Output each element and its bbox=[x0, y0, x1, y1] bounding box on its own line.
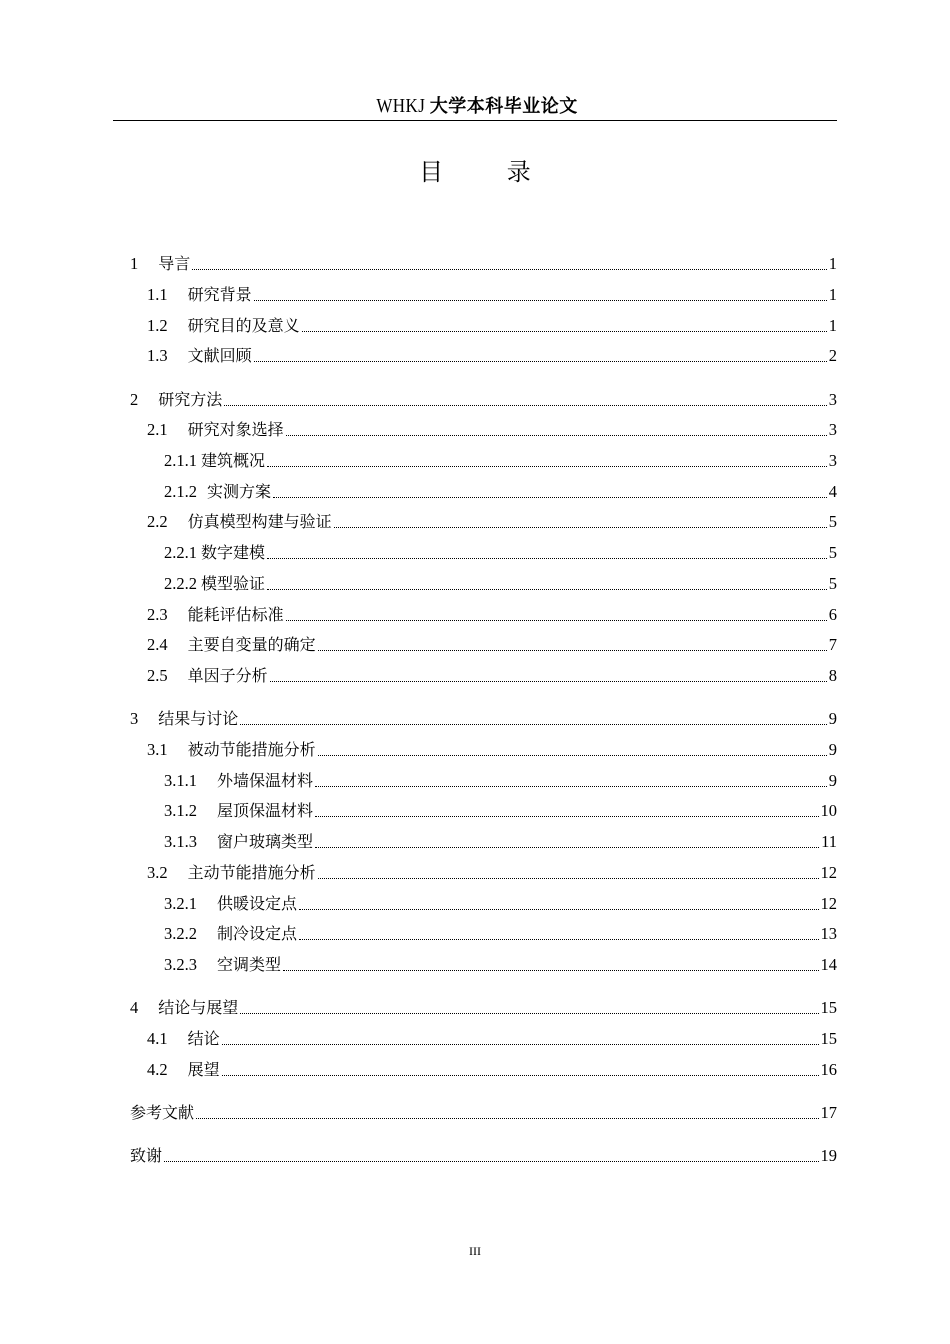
toc-entry-page: 17 bbox=[820, 1103, 837, 1122]
toc-dot-leader bbox=[222, 1074, 819, 1076]
toc-dot-leader bbox=[196, 1117, 818, 1119]
toc-entry-label: 制冷设定点 bbox=[217, 924, 298, 943]
toc-entry-page: 1 bbox=[828, 316, 837, 335]
toc-entry[interactable] bbox=[147, 284, 837, 306]
toc-dot-leader bbox=[334, 526, 827, 528]
toc-entry-number: 3 bbox=[130, 709, 139, 728]
toc-entry-number: 2.5 bbox=[147, 666, 168, 685]
toc-dot-leader bbox=[273, 496, 827, 498]
toc-entry-page: 15 bbox=[820, 998, 837, 1017]
toc-entry-page: 3 bbox=[828, 420, 837, 439]
toc-entry[interactable] bbox=[147, 1028, 837, 1050]
page-number: III bbox=[469, 1244, 481, 1258]
toc-entry[interactable] bbox=[130, 997, 837, 1019]
toc-entry[interactable] bbox=[130, 389, 837, 411]
toc-entry-page: 2 bbox=[828, 346, 837, 365]
toc-entry[interactable] bbox=[164, 923, 837, 945]
toc-entry[interactable] bbox=[147, 345, 837, 367]
toc-dot-leader bbox=[299, 908, 818, 910]
toc-entry-number: 2.2.1 bbox=[164, 543, 197, 562]
toc-entry-number: 3.1.1 bbox=[164, 771, 197, 790]
toc-entry-label: 文献回顾 bbox=[187, 346, 252, 365]
toc-entry-number: 3.1 bbox=[147, 740, 168, 759]
toc-entry-page: 9 bbox=[828, 771, 837, 790]
toc-entry[interactable] bbox=[147, 1059, 837, 1081]
toc-entry-label: 模型验证 bbox=[201, 574, 266, 593]
toc-entry[interactable] bbox=[147, 665, 837, 687]
toc-entry-label: 参考文献 bbox=[130, 1103, 195, 1122]
toc-dot-leader bbox=[315, 815, 818, 817]
toc-entry-page: 9 bbox=[828, 709, 837, 728]
toc-entry[interactable] bbox=[147, 315, 837, 337]
toc-entry-page: 11 bbox=[821, 832, 837, 851]
toc-entry-number: 2.3 bbox=[147, 605, 168, 624]
toc-entry-number: 1.3 bbox=[147, 346, 168, 365]
toc-entry-page: 9 bbox=[828, 740, 837, 759]
toc-entry-number: 1.1 bbox=[147, 285, 168, 304]
header-cjk-text: 大学本科毕业论文 bbox=[429, 96, 578, 117]
toc-dot-leader bbox=[270, 680, 827, 682]
toc-dot-leader bbox=[315, 846, 819, 848]
toc-entry-label: 主动节能措施分析 bbox=[187, 863, 316, 882]
toc-entry-label: 致谢 bbox=[130, 1146, 163, 1165]
toc-entry-page: 5 bbox=[828, 543, 837, 562]
toc-dot-leader bbox=[315, 785, 827, 787]
toc-entry-number: 4.2 bbox=[147, 1060, 168, 1079]
toc-entry-label: 展望 bbox=[187, 1060, 220, 1079]
toc-entry[interactable] bbox=[147, 862, 837, 884]
toc-entry[interactable] bbox=[147, 604, 837, 626]
toc-entry-label: 主要自变量的确定 bbox=[187, 635, 316, 654]
toc-entry[interactable] bbox=[164, 893, 837, 915]
toc-entry-label: 研究方法 bbox=[158, 390, 223, 409]
toc-entry-number: 3.2 bbox=[147, 863, 168, 882]
toc-entry-label: 研究对象选择 bbox=[187, 420, 284, 439]
toc-entry-number: 2.4 bbox=[147, 635, 168, 654]
toc-dot-leader bbox=[267, 465, 827, 467]
toc-entry-label: 能耗评估标准 bbox=[187, 605, 284, 624]
toc-entry[interactable] bbox=[130, 1102, 837, 1124]
toc-dot-leader bbox=[299, 938, 818, 940]
toc-entry-page: 3 bbox=[828, 390, 837, 409]
toc-entry-page: 12 bbox=[820, 863, 837, 882]
toc-entry-label: 导言 bbox=[158, 254, 191, 273]
toc-entry-label: 数字建模 bbox=[201, 543, 266, 562]
toc-dot-leader bbox=[286, 434, 827, 436]
toc-entry-page: 5 bbox=[828, 512, 837, 531]
toc-entry-number: 3.2.2 bbox=[164, 924, 197, 943]
toc-dot-leader bbox=[267, 557, 827, 559]
toc-entry-page: 4 bbox=[828, 482, 837, 501]
toc-entry-number: 3.2.1 bbox=[164, 894, 197, 913]
toc-entry-page: 19 bbox=[820, 1146, 837, 1165]
toc-entry[interactable] bbox=[164, 542, 837, 564]
toc-dot-leader bbox=[222, 1043, 819, 1045]
toc-dot-leader bbox=[286, 619, 827, 621]
toc-dot-leader bbox=[254, 360, 827, 362]
toc-entry-label: 单因子分析 bbox=[187, 666, 268, 685]
toc-dot-leader bbox=[283, 969, 818, 971]
toc-entry[interactable] bbox=[147, 511, 837, 533]
header-latin-text: WHKJ bbox=[376, 95, 426, 117]
toc-entry[interactable] bbox=[164, 450, 837, 472]
toc-entry-label: 被动节能措施分析 bbox=[187, 740, 316, 759]
toc-entry-number: 3.2.3 bbox=[164, 955, 197, 974]
toc-entry-number: 2.1.1 bbox=[164, 451, 197, 470]
toc-entry-label: 结论 bbox=[187, 1029, 220, 1048]
toc-entry-label: 空调类型 bbox=[217, 955, 282, 974]
toc-entry-label: 结论与展望 bbox=[158, 998, 239, 1017]
toc-entry-number: 2.2 bbox=[147, 512, 168, 531]
toc-dot-leader bbox=[164, 1160, 818, 1162]
toc-entry[interactable] bbox=[130, 253, 837, 275]
toc-entry[interactable] bbox=[147, 419, 837, 441]
toc-dot-leader bbox=[254, 299, 827, 301]
toc-entry-label: 窗户玻璃类型 bbox=[217, 832, 314, 851]
toc-entry-label: 外墙保温材料 bbox=[217, 771, 314, 790]
toc-entry-page: 8 bbox=[828, 666, 837, 685]
toc-entry-number: 1 bbox=[130, 254, 139, 273]
toc-entry-label: 研究目的及意义 bbox=[187, 316, 300, 335]
toc-entry[interactable] bbox=[164, 831, 837, 853]
toc-entry-page: 16 bbox=[820, 1060, 837, 1079]
toc-dot-leader bbox=[267, 588, 827, 590]
toc-entry[interactable] bbox=[147, 739, 837, 761]
toc-entry[interactable] bbox=[164, 800, 837, 822]
toc-entry[interactable] bbox=[130, 708, 837, 730]
toc-entry-page: 5 bbox=[828, 574, 837, 593]
toc-entry-label: 研究背景 bbox=[187, 285, 252, 304]
toc-entry-number: 2 bbox=[130, 390, 139, 409]
toc-entry-label: 屋顶保温材料 bbox=[217, 801, 314, 820]
toc-entry-page: 1 bbox=[828, 285, 837, 304]
toc-dot-leader bbox=[318, 754, 827, 756]
toc-dot-leader bbox=[318, 877, 819, 879]
toc-entry[interactable] bbox=[164, 481, 837, 503]
toc-entry[interactable] bbox=[164, 954, 837, 976]
toc-dot-leader bbox=[240, 1012, 818, 1014]
toc-entry-label: 仿真模型构建与验证 bbox=[187, 512, 332, 531]
toc-entry-page: 14 bbox=[820, 955, 837, 974]
toc-entry[interactable] bbox=[147, 634, 837, 656]
toc-entry[interactable] bbox=[130, 1145, 837, 1167]
toc-entry-page: 15 bbox=[820, 1029, 837, 1048]
toc-entry-page: 13 bbox=[820, 924, 837, 943]
toc-entry-page: 12 bbox=[820, 894, 837, 913]
toc-entry-label: 结果与讨论 bbox=[158, 709, 239, 728]
toc-entry-label: 实测方案 bbox=[207, 482, 272, 501]
toc-entry-page: 1 bbox=[828, 254, 837, 273]
toc-dot-leader bbox=[318, 649, 827, 651]
toc-entry-number: 2.1 bbox=[147, 420, 168, 439]
toc-title: 目 录 bbox=[419, 158, 559, 186]
toc-entry[interactable] bbox=[164, 573, 837, 595]
toc-dot-leader bbox=[192, 268, 826, 270]
toc-dot-leader bbox=[240, 723, 826, 725]
toc-dot-leader bbox=[302, 330, 827, 332]
toc-entry-label: 建筑概况 bbox=[201, 451, 266, 470]
toc-entry-number: 4 bbox=[130, 998, 139, 1017]
toc-dot-leader bbox=[224, 404, 826, 406]
toc-entry-number: 2.1.2 bbox=[164, 482, 197, 501]
toc-entry-label: 供暖设定点 bbox=[217, 894, 298, 913]
toc-entry-number: 1.2 bbox=[147, 316, 168, 335]
toc-entry-number: 3.1.3 bbox=[164, 832, 197, 851]
toc-entry-number: 4.1 bbox=[147, 1029, 168, 1048]
toc-entry-page: 6 bbox=[828, 605, 837, 624]
toc-entry-number: 2.2.2 bbox=[164, 574, 197, 593]
toc-entry-page: 10 bbox=[820, 801, 837, 820]
toc-entry-number: 3.1.2 bbox=[164, 801, 197, 820]
toc-entry-page: 7 bbox=[828, 635, 837, 654]
toc-entry[interactable] bbox=[164, 770, 837, 792]
toc-entry-page: 3 bbox=[828, 451, 837, 470]
